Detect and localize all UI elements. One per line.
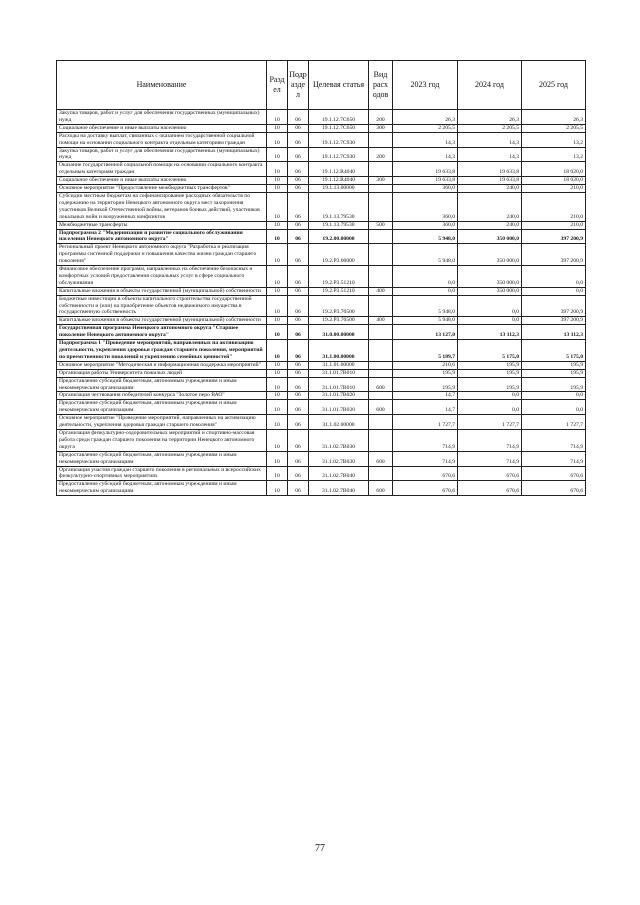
value-2025-cell: 670,6	[522, 466, 586, 481]
value-2023-cell: 670,6	[393, 481, 458, 496]
value-2023-cell: 14,3	[393, 147, 458, 162]
value-2025-cell: 210,0	[522, 185, 586, 193]
podrazdel-cell: 06	[288, 162, 309, 177]
value-2024-cell: 1 727,7	[458, 415, 522, 430]
value-2023-cell: 360,0	[393, 192, 458, 221]
article-cell: 31.1.01.7В010	[309, 369, 369, 377]
name-cell: Социальное обеспечение и иные выплаты населению	[57, 177, 267, 185]
article-cell: 31.1.02.7В040	[309, 481, 369, 496]
type-cell	[369, 429, 393, 451]
article-cell: 19.1.12.R4040	[309, 162, 369, 177]
razdel-cell: 10	[267, 177, 288, 185]
type-cell: 300	[369, 124, 393, 132]
name-cell: Бюджетные инвестиции в объекты капитального строительства государственной собственности и (или) на приобретение объектов недвижимого имущества в государственную собственность	[57, 295, 267, 317]
value-2024-cell: 13 112,3	[458, 325, 522, 340]
value-2023-cell: 5 948,0	[393, 295, 458, 317]
value-2024-cell: 670,6	[458, 466, 522, 481]
value-2025-cell: 397 200,9	[522, 317, 586, 325]
value-2024-cell: 350 000,0	[458, 266, 522, 288]
table-row	[57, 340, 586, 362]
header-2023: 2023 год	[393, 61, 458, 110]
value-2025-cell: 0,0	[522, 287, 586, 295]
value-2023-cell: 13 127,0	[393, 325, 458, 340]
podrazdel-cell: 06	[288, 266, 309, 288]
name-cell: Закупка товаров, работ и услуг для обеспечения государственных (муниципальных) нужд	[57, 147, 267, 162]
podrazdel-cell: 06	[288, 192, 309, 221]
table-row	[57, 369, 586, 377]
type-cell	[369, 132, 393, 147]
value-2024-cell: 714,9	[458, 429, 522, 451]
value-2024-cell: 0,0	[458, 295, 522, 317]
razdel-cell: 10	[267, 185, 288, 193]
value-2023-cell: 5 948,0	[393, 317, 458, 325]
razdel-cell: 10	[267, 392, 288, 400]
podrazdel-cell: 06	[288, 295, 309, 317]
table-row	[57, 361, 586, 369]
article-cell: 19.2.00.00000	[309, 229, 369, 244]
podrazdel-cell: 06	[288, 229, 309, 244]
name-cell: Основное мероприятие "Проведение мероприятий, направленных на активизацию деятельности, укрепления здоровья граждан старшего поколения"	[57, 415, 267, 430]
article-cell: 31.0.00.00000	[309, 325, 369, 340]
value-2024-cell: 670,6	[458, 481, 522, 496]
podrazdel-cell: 06	[288, 325, 309, 340]
podrazdel-cell: 06	[288, 124, 309, 132]
name-cell: Капитальные вложения в объекты государственной (муниципальной) собственности	[57, 287, 267, 295]
name-cell: Организация физкультурно-оздоровительных мероприятий и спортивно-массовая работа среди граждан старшего поколения на территории Ненецкого автономного округа	[57, 429, 267, 451]
name-cell: Основное мероприятие "Предоставление межбюджетных трансфертов"	[57, 185, 267, 193]
value-2025-cell: 0,0	[522, 392, 586, 400]
value-2023-cell: 26,3	[393, 110, 458, 125]
podrazdel-cell: 06	[288, 466, 309, 481]
article-cell: 19.2.P3.70500	[309, 295, 369, 317]
value-2025-cell: 1 727,7	[522, 415, 586, 430]
table-row	[57, 325, 586, 340]
value-2023-cell: 2 205,5	[393, 124, 458, 132]
type-cell: 500	[369, 221, 393, 229]
table-row	[57, 221, 586, 229]
table-row	[57, 317, 586, 325]
article-cell: 19.2.P3.00000	[309, 244, 369, 266]
name-cell: Региональный проект Ненецкого автономного округа "Разработка и реализация программы системной поддержки и повышения качества жизни граждан старшего поколения"	[57, 244, 267, 266]
value-2025-cell: 210,0	[522, 221, 586, 229]
razdel-cell: 10	[267, 221, 288, 229]
name-cell: Предоставление субсидий бюджетным, автономным учреждениям и иным некоммерческим организациям	[57, 451, 267, 466]
razdel-cell: 10	[267, 266, 288, 288]
name-cell: Организация чествования победителей конкурса "Золотое перо ВАО"	[57, 392, 267, 400]
type-cell	[369, 229, 393, 244]
value-2023-cell: 5 948,0	[393, 244, 458, 266]
article-cell: 19.1.12.7С930	[309, 132, 369, 147]
value-2024-cell: 14,3	[458, 147, 522, 162]
razdel-cell: 10	[267, 147, 288, 162]
article-cell: 19.2.P3.51210	[309, 266, 369, 288]
article-cell: 19.1.12.7С930	[309, 147, 369, 162]
article-cell: 31.1.00.00000	[309, 340, 369, 362]
value-2025-cell: 13,2	[522, 147, 586, 162]
value-2024-cell: 19 633,8	[458, 177, 522, 185]
type-cell: 200	[369, 110, 393, 125]
podrazdel-cell: 06	[288, 392, 309, 400]
article-cell: 31.1.01.7В020	[309, 400, 369, 415]
article-cell: 19.1.12.R4040	[309, 177, 369, 185]
name-cell: Организация работы Университета пожилых людей	[57, 369, 267, 377]
article-cell: 31.1.02.7В030	[309, 429, 369, 451]
razdel-cell: 10	[267, 110, 288, 125]
razdel-cell: 10	[267, 124, 288, 132]
podrazdel-cell: 06	[288, 481, 309, 496]
table-row	[57, 110, 586, 125]
podrazdel-cell: 06	[288, 110, 309, 125]
article-cell: 19.1.13.00000	[309, 185, 369, 193]
value-2025-cell: 195,9	[522, 361, 586, 369]
type-cell	[369, 192, 393, 221]
table-row	[57, 132, 586, 147]
article-cell: 31.1.02.7В040	[309, 466, 369, 481]
podrazdel-cell: 06	[288, 400, 309, 415]
type-cell	[369, 295, 393, 317]
table-row	[57, 162, 586, 177]
type-cell	[369, 185, 393, 193]
name-cell: Государственная программа Ненецкого автономного округа "Старшее поколение Ненецкого автономного округа"	[57, 325, 267, 340]
razdel-cell: 10	[267, 287, 288, 295]
type-cell: 600	[369, 481, 393, 496]
article-cell: 19.1.12.7С650	[309, 110, 369, 125]
value-2024-cell: 240,0	[458, 221, 522, 229]
razdel-cell: 10	[267, 415, 288, 430]
value-2024-cell: 2 205,5	[458, 124, 522, 132]
type-cell	[369, 325, 393, 340]
value-2024-cell: 14,3	[458, 132, 522, 147]
article-cell: 31.1.01.7В010	[309, 377, 369, 392]
table-row	[57, 429, 586, 451]
value-2025-cell: 0,0	[522, 400, 586, 415]
article-cell: 31.1.02.7В030	[309, 451, 369, 466]
name-cell: Основное мероприятие "Методическая и информационная поддержка мероприятий"	[57, 361, 267, 369]
podrazdel-cell: 06	[288, 244, 309, 266]
type-cell	[369, 392, 393, 400]
article-cell: 31.1.01.7В020	[309, 392, 369, 400]
article-cell: 31.1.01.00000	[309, 361, 369, 369]
header-razdel: Разд ел	[267, 61, 288, 110]
table-row	[57, 244, 586, 266]
name-cell: Предоставление субсидий бюджетным, автономным учреждениям и иным некоммерческим организациям	[57, 377, 267, 392]
value-2024-cell: 240,0	[458, 185, 522, 193]
type-cell: 400	[369, 317, 393, 325]
header-article: Целевая статья	[309, 61, 369, 110]
table-row	[57, 287, 586, 295]
table-row	[57, 229, 586, 244]
value-2025-cell: 397 200,9	[522, 295, 586, 317]
value-2025-cell: 13,2	[522, 132, 586, 147]
razdel-cell: 10	[267, 229, 288, 244]
value-2025-cell: 18 020,0	[522, 177, 586, 185]
podrazdel-cell: 06	[288, 317, 309, 325]
razdel-cell: 10	[267, 369, 288, 377]
type-cell	[369, 244, 393, 266]
budget-table	[56, 60, 586, 496]
name-cell: Субсидии местным бюджетам на софинансирование расходных обязательств по содержанию на территории Ненецкого автономного округа мест захоронения участников Великой Отечественной войны, ветеранов боевых действий, участников локальных войн и вооруженных конфликтов	[57, 192, 267, 221]
razdel-cell: 10	[267, 429, 288, 451]
value-2025-cell: 0,0	[522, 266, 586, 288]
podrazdel-cell: 06	[288, 369, 309, 377]
value-2024-cell: 19 633,8	[458, 162, 522, 177]
value-2024-cell: 0,0	[458, 317, 522, 325]
name-cell: Социальное обеспечение и иные выплаты населению	[57, 124, 267, 132]
razdel-cell: 10	[267, 361, 288, 369]
value-2025-cell: 714,9	[522, 451, 586, 466]
name-cell: Финансовое обеспечение программ, направленных на обеспечение безопасных и комфортных условий предоставления социальных услуг в сфере социального обслуживания	[57, 266, 267, 288]
page-number: 77	[315, 843, 325, 854]
value-2023-cell: 0,0	[393, 266, 458, 288]
table-row	[57, 466, 586, 481]
value-2024-cell: 714,9	[458, 451, 522, 466]
name-cell: Межбюджетные трансферты	[57, 221, 267, 229]
value-2023-cell: 714,9	[393, 429, 458, 451]
value-2025-cell: 397 200,9	[522, 244, 586, 266]
podrazdel-cell: 06	[288, 377, 309, 392]
razdel-cell: 10	[267, 400, 288, 415]
value-2023-cell: 0,0	[393, 287, 458, 295]
table-row	[57, 295, 586, 317]
value-2024-cell: 5 175,0	[458, 340, 522, 362]
value-2025-cell: 13 112,3	[522, 325, 586, 340]
table-body	[57, 110, 586, 496]
podrazdel-cell: 06	[288, 361, 309, 369]
value-2024-cell: 26,3	[458, 110, 522, 125]
name-cell: Оказание государственной социальной помощи на основании социального контракта отдельным категориям граждан	[57, 162, 267, 177]
article-cell: 19.2.P3.70500	[309, 317, 369, 325]
type-cell: 200	[369, 147, 393, 162]
value-2023-cell: 195,9	[393, 377, 458, 392]
podrazdel-cell: 06	[288, 132, 309, 147]
type-cell	[369, 266, 393, 288]
value-2025-cell: 5 175,0	[522, 340, 586, 362]
type-cell	[369, 162, 393, 177]
razdel-cell: 10	[267, 132, 288, 147]
value-2025-cell: 195,9	[522, 377, 586, 392]
article-cell: 19.1.13.79530	[309, 192, 369, 221]
value-2023-cell: 670,6	[393, 466, 458, 481]
table-row	[57, 266, 586, 288]
razdel-cell: 10	[267, 340, 288, 362]
type-cell: 600	[369, 400, 393, 415]
article-cell: 19.1.12.7С650	[309, 124, 369, 132]
value-2023-cell: 5 189,7	[393, 340, 458, 362]
razdel-cell: 10	[267, 317, 288, 325]
podrazdel-cell: 06	[288, 185, 309, 193]
type-cell	[369, 361, 393, 369]
razdel-cell: 10	[267, 244, 288, 266]
value-2024-cell: 350 000,0	[458, 287, 522, 295]
value-2023-cell: 14,7	[393, 392, 458, 400]
article-cell: 19.1.13.79530	[309, 221, 369, 229]
value-2025-cell: 397 200,9	[522, 229, 586, 244]
value-2023-cell: 19 633,8	[393, 162, 458, 177]
name-cell: Предоставление субсидий бюджетным, автономным учреждениям и иным некоммерческим организациям	[57, 481, 267, 496]
value-2024-cell: 350 000,0	[458, 244, 522, 266]
value-2023-cell: 14,7	[393, 400, 458, 415]
value-2024-cell: 0,0	[458, 400, 522, 415]
type-cell: 300	[369, 177, 393, 185]
table-row	[57, 185, 586, 193]
name-cell: Подпрограмма 1 "Проведение мероприятий, направленных на активизацию деятельности, укрепления здоровья граждан старшего поколения, мероприятий по преемственности поколений и укреплению семейных ценностей"	[57, 340, 267, 362]
table-row	[57, 451, 586, 466]
razdel-cell: 10	[267, 192, 288, 221]
name-cell: Организация участия граждан старшего поколения в региональных и всероссийских физкультурно-спортивных мероприятиях	[57, 466, 267, 481]
value-2023-cell: 210,6	[393, 361, 458, 369]
value-2025-cell: 195,9	[522, 369, 586, 377]
table-header-row	[57, 61, 586, 110]
value-2023-cell: 14,3	[393, 132, 458, 147]
value-2024-cell: 195,9	[458, 361, 522, 369]
podrazdel-cell: 06	[288, 340, 309, 362]
razdel-cell: 10	[267, 377, 288, 392]
budget-table-sheet	[56, 60, 585, 496]
podrazdel-cell: 06	[288, 147, 309, 162]
value-2023-cell: 360,0	[393, 221, 458, 229]
table-row	[57, 392, 586, 400]
value-2023-cell: 714,9	[393, 451, 458, 466]
razdel-cell: 10	[267, 466, 288, 481]
name-cell: Закупка товаров, работ и услуг для обеспечения государственных (муниципальных) нужд	[57, 110, 267, 125]
table-row	[57, 124, 586, 132]
value-2024-cell: 240,0	[458, 192, 522, 221]
podrazdel-cell: 06	[288, 429, 309, 451]
value-2023-cell: 19 633,8	[393, 177, 458, 185]
table-row	[57, 400, 586, 415]
value-2023-cell: 1 727,7	[393, 415, 458, 430]
type-cell: 600	[369, 451, 393, 466]
table-row	[57, 481, 586, 496]
value-2023-cell: 195,9	[393, 369, 458, 377]
table-row	[57, 415, 586, 430]
type-cell: 400	[369, 287, 393, 295]
article-cell: 31.1.02.00000	[309, 415, 369, 430]
header-podrazdel: Подр азде л	[288, 61, 309, 110]
name-cell: Предоставление субсидий бюджетным, автономным учреждениям и иным некоммерческим организациям	[57, 400, 267, 415]
value-2025-cell: 210,0	[522, 192, 586, 221]
value-2023-cell: 5 948,0	[393, 229, 458, 244]
name-cell: Капитальные вложения в объекты государственной (муниципальной) собственности	[57, 317, 267, 325]
razdel-cell: 10	[267, 451, 288, 466]
value-2025-cell: 18 020,0	[522, 162, 586, 177]
type-cell	[369, 340, 393, 362]
type-cell	[369, 466, 393, 481]
table-row	[57, 177, 586, 185]
podrazdel-cell: 06	[288, 287, 309, 295]
razdel-cell: 10	[267, 481, 288, 496]
razdel-cell: 10	[267, 162, 288, 177]
header-2025: 2025 год	[522, 61, 586, 110]
type-cell	[369, 415, 393, 430]
type-cell	[369, 369, 393, 377]
table-row	[57, 147, 586, 162]
podrazdel-cell: 06	[288, 415, 309, 430]
razdel-cell: 10	[267, 325, 288, 340]
value-2025-cell: 2 205,5	[522, 124, 586, 132]
table-row	[57, 377, 586, 392]
razdel-cell: 10	[267, 295, 288, 317]
value-2025-cell: 26,3	[522, 110, 586, 125]
value-2024-cell: 350 000,0	[458, 229, 522, 244]
name-cell: Расходы на доставку выплат, связанных с оказанием государственной социальной помощи на основании социального контракта отдельным категориям граждан	[57, 132, 267, 147]
value-2023-cell: 360,0	[393, 185, 458, 193]
value-2025-cell: 714,9	[522, 429, 586, 451]
value-2025-cell: 670,6	[522, 481, 586, 496]
podrazdel-cell: 06	[288, 451, 309, 466]
value-2024-cell: 195,9	[458, 369, 522, 377]
value-2024-cell: 195,9	[458, 377, 522, 392]
header-name: Наименование	[57, 61, 267, 110]
article-cell: 19.2.P3.51210	[309, 287, 369, 295]
podrazdel-cell: 06	[288, 177, 309, 185]
table-row	[57, 192, 586, 221]
header-type: Вид расх одов	[369, 61, 393, 110]
podrazdel-cell: 06	[288, 221, 309, 229]
header-2024: 2024 год	[458, 61, 522, 110]
name-cell: Подпрограмма 2 "Модернизация и развитие социального обслуживания населения Ненецкого автономного округа"	[57, 229, 267, 244]
value-2024-cell: 0,0	[458, 392, 522, 400]
type-cell: 600	[369, 377, 393, 392]
